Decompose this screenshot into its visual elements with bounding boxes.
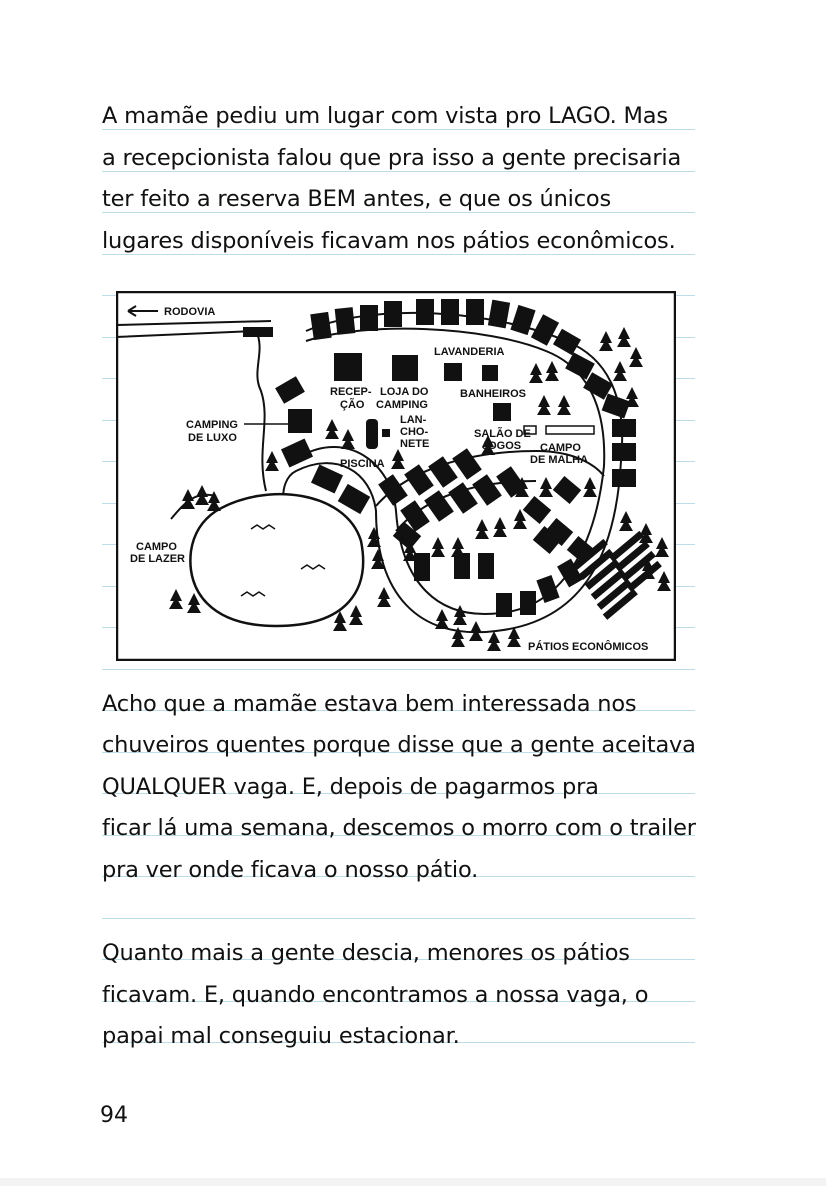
- map-label-recepcao: ÇÃO: [340, 399, 365, 411]
- page-number: 94: [100, 1103, 128, 1128]
- text-line: ficar lá uma semana, descemos o morro com o trailer: [102, 815, 696, 841]
- map-label-loja: LOJA DO: [380, 386, 429, 398]
- text-line: pra ver onde ficava o nosso pátio.: [102, 857, 479, 883]
- campground-map: [116, 291, 676, 661]
- page-bottom-edge: [0, 1178, 826, 1186]
- map-label-lanchonete: NETE: [400, 438, 430, 450]
- map-label-piscina: PISCINA: [340, 458, 385, 470]
- rule-line: [102, 669, 695, 670]
- text-line: ficavam. E, quando encontramos a nossa vaga, o: [102, 982, 649, 1008]
- text-line: ter feito a reserva BEM antes, e que os únicos: [102, 186, 611, 212]
- rule-line: [102, 918, 695, 919]
- map-label-campo-lazer: CAMPO: [136, 541, 177, 553]
- text-line: Acho que a mamãe estava bem interessada nos: [102, 691, 637, 717]
- map-label-camping-luxo: DE LUXO: [188, 432, 237, 444]
- map-label-banheiros: BANHEIROS: [460, 388, 527, 400]
- text-line: QUALQUER vaga. E, depois de pagarmos pra: [102, 774, 599, 800]
- map-label-camping-luxo: CAMPING: [186, 419, 238, 431]
- map-label-lanchonete: LAN-: [400, 414, 427, 426]
- map-label-salao: SALÃO DE: [474, 428, 531, 440]
- text-line: A mamãe pediu um lugar com vista pro LAGO. Mas: [102, 103, 668, 129]
- map-label-lanchonete: CHO-: [400, 426, 429, 438]
- map-label-campo-malha: CAMPO: [540, 442, 581, 454]
- text-line: a recepcionista falou que pra isso a gente precisaria: [102, 145, 682, 171]
- map-label-campo-malha: DE MALHA: [530, 454, 589, 466]
- map-label-recepcao: RECEP-: [330, 386, 372, 398]
- text-line: papai mal conseguiu estacionar.: [102, 1023, 460, 1049]
- map-label-salao: JOGOS: [482, 440, 522, 452]
- map-label-rodovia: RODOVIA: [164, 306, 216, 318]
- map-label-lavanderia: LAVANDERIA: [434, 346, 505, 358]
- campground-map-drawing: [116, 291, 676, 661]
- text-line: chuveiros quentes porque disse que a gente aceitava: [102, 732, 696, 758]
- text-line: Quanto mais a gente descia, menores os pátios: [102, 940, 630, 966]
- map-label-campo-lazer: DE LAZER: [130, 553, 185, 565]
- text-line: lugares disponíveis ficavam nos pátios econômicos.: [102, 228, 676, 254]
- map-label-loja: CAMPING: [376, 399, 428, 411]
- map-label-patios: PÁTIOS ECONÔMICOS: [528, 641, 649, 653]
